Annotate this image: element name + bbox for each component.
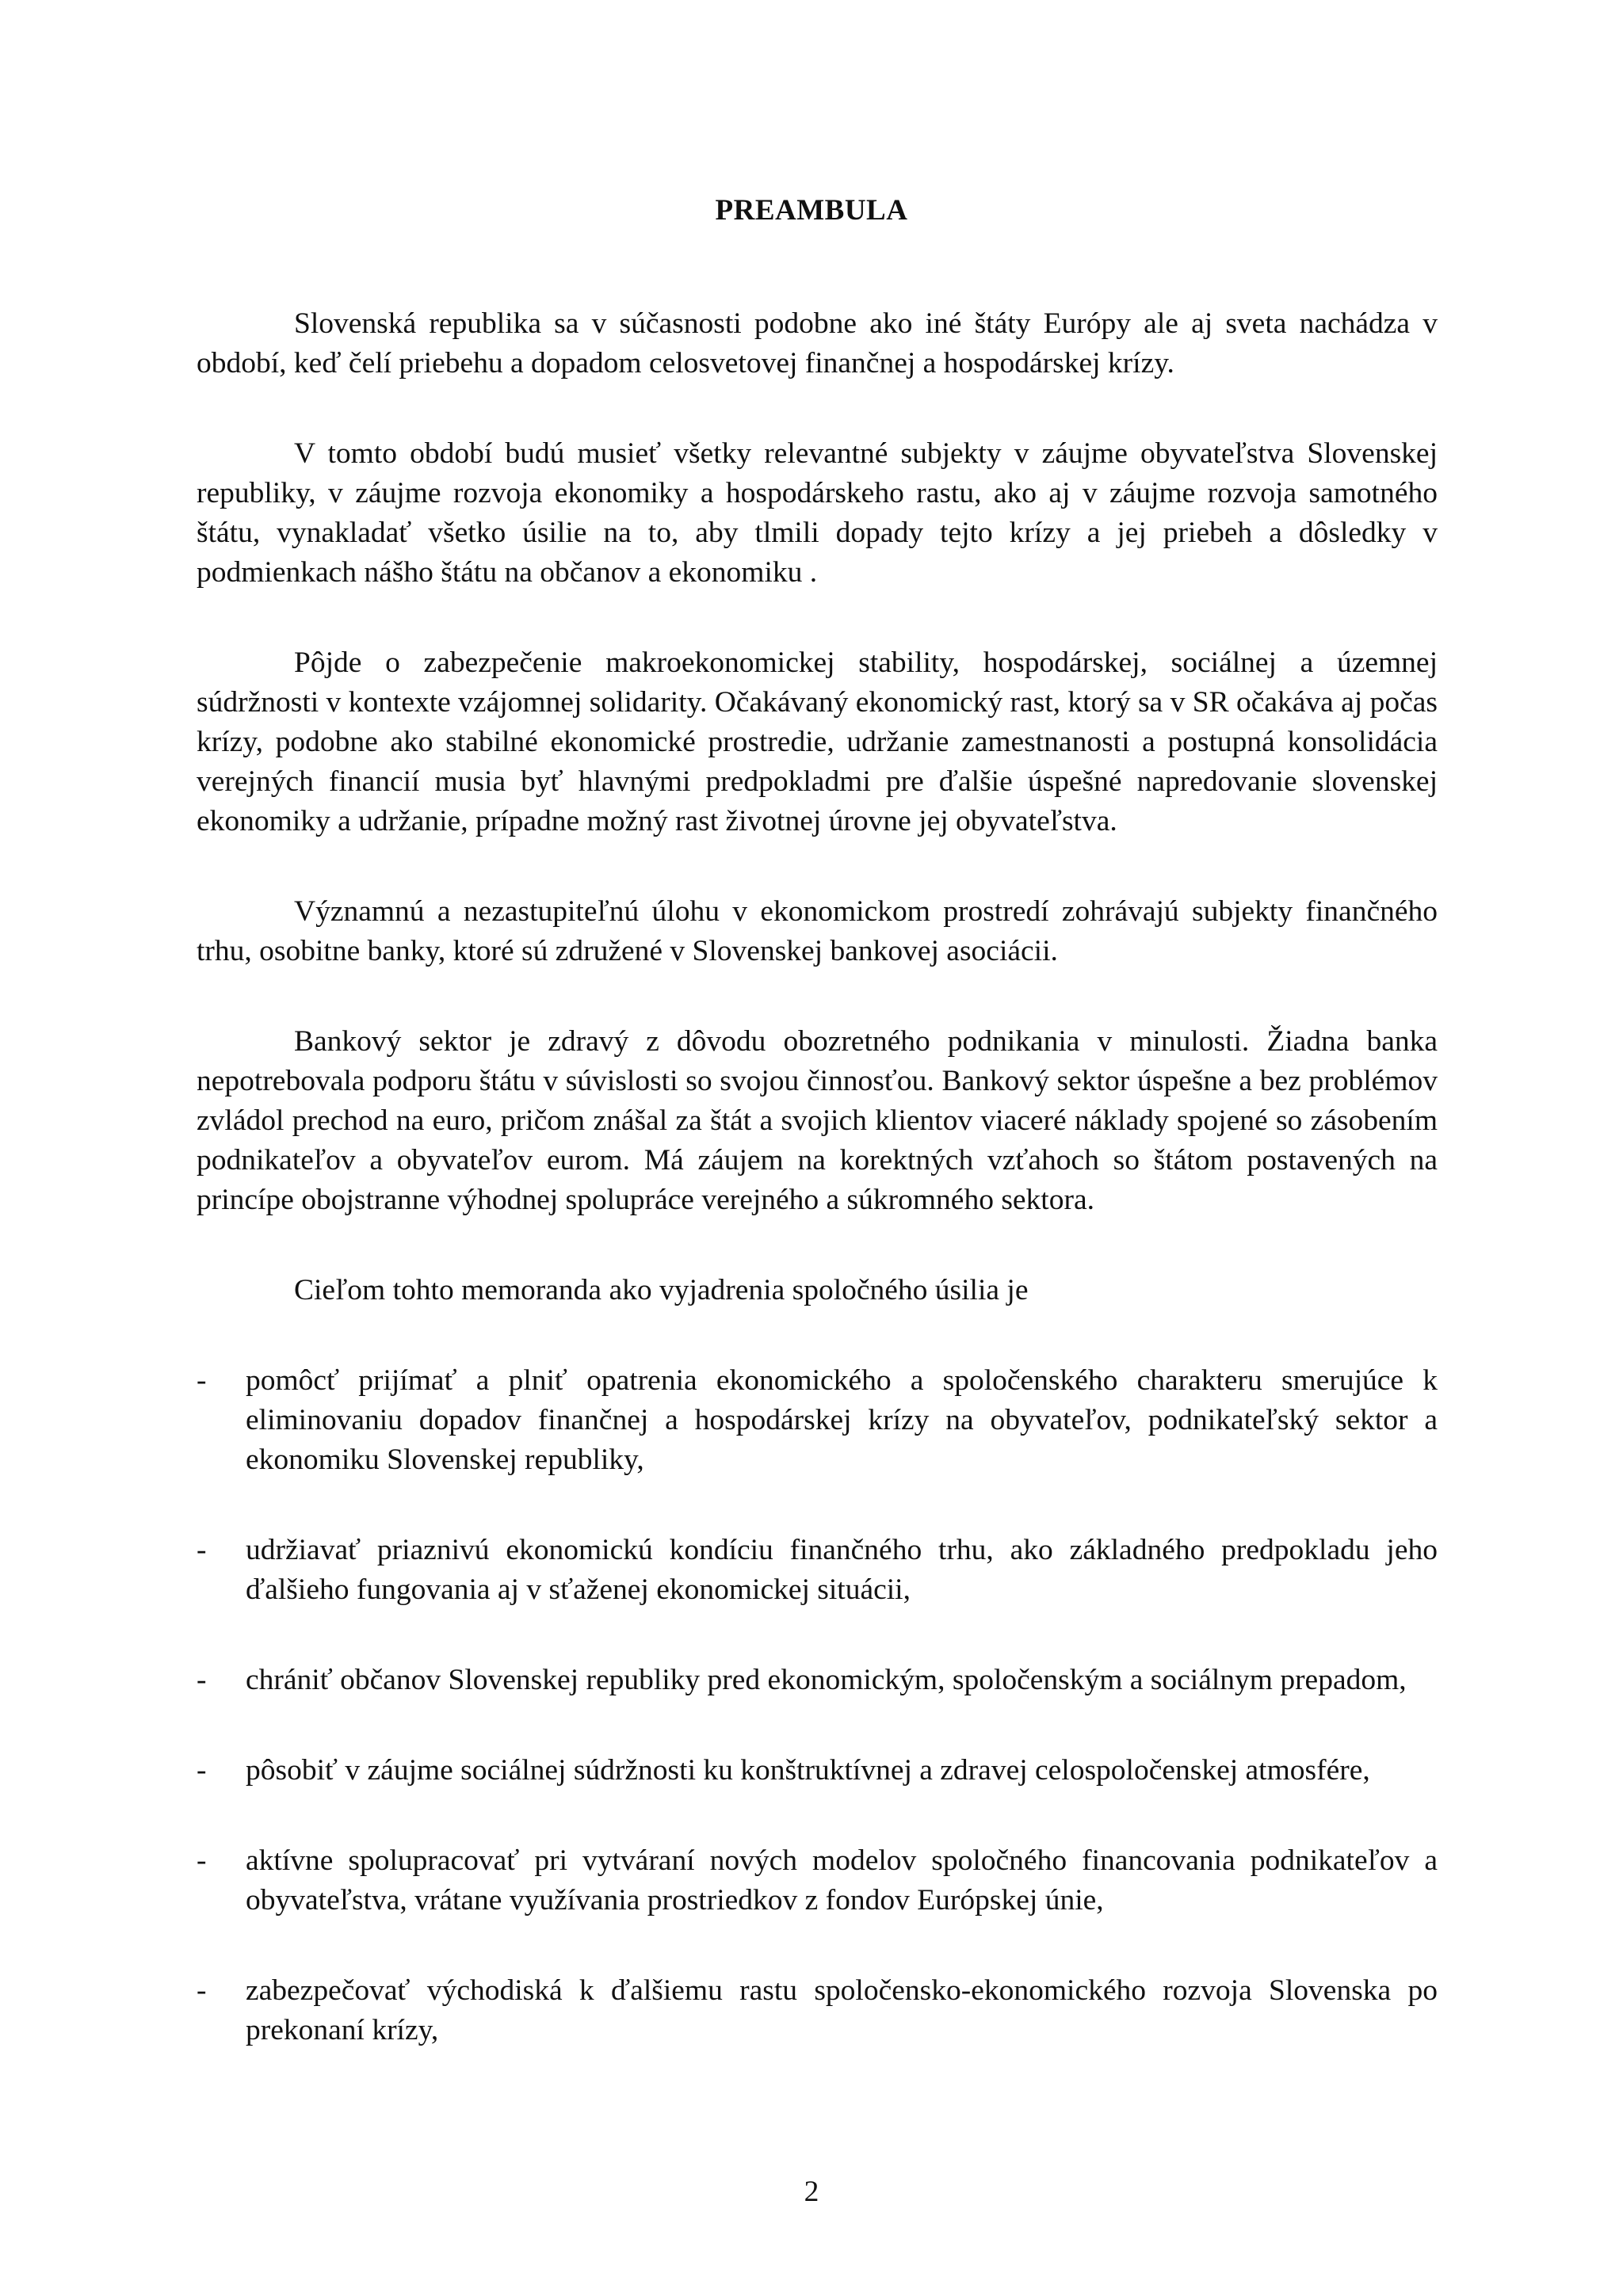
list-item-text: aktívne spolupracovať pri vytváraní nových modelov spoločného financovania podnikateľov a obyvateľstva, vrátane využívania prostriedkov z fondov Európskej únie,	[246, 1844, 1438, 1917]
list-item	[197, 1361, 1438, 1480]
paragraph-banking-sector: Bankový sektor je zdravý z dôvodu obozretného podnikania v minulosti. Žiadna banka nepotrebovala podporu štátu v súvislosti so svojou činnosťou. Bankový sektor úspešne a bez problémov zvládol prechod na euro, pričom znášal za štát a svojich klientov viaceré náklady spojené so zásobením podnikateľov a obyvateľov eurom. Má záujem na korektných vzťahoch so štátom postavených na princípe obojstranne výhodnej spolupráce verejného a súkromného sektora.	[197, 1025, 1438, 1216]
paragraph-financial-market: Významnú a nezastupiteľnú úlohu v ekonomickom prostredí zohrávajú subjekty finančného trhu, osobitne banky, ktoré sú združené v Slovenskej bankovej asociácii.	[197, 895, 1438, 967]
goals-list	[197, 1361, 1438, 2050]
paragraph-goal: Cieľom tohto memoranda ako vyjadrenia spoločného úsilia je	[294, 1274, 1029, 1306]
bullet-dash: -	[197, 1534, 207, 1566]
list-item	[197, 1531, 1438, 1610]
paragraph-stability: Pôjde o zabezpečenie makroekonomickej stability, hospodárskej, sociálnej a územnej súdržnosti v kontexte vzájomnej solidarity. Očakávaný ekonomický rast, ktorý sa v SR očakáva aj počas krízy, podobne ako stabilné ekonomické prostredie, udržanie zamestnanosti a postupná konsolidácia verejných financií musia byť hlavnými predpokladmi pre ďalšie úspešné napredovanie slovenskej ekonomiky a udržanie, prípadne možný rast životnej úrovne jej obyvateľstva.	[197, 646, 1438, 837]
document-body	[197, 304, 1438, 2101]
list-item	[197, 1971, 1438, 2050]
list-item	[197, 1841, 1438, 1920]
bullet-dash: -	[197, 1664, 207, 1696]
page-number: 2	[804, 2176, 819, 2208]
list-item-text: pôsobiť v záujme sociálnej súdržnosti ku konštruktívnej a zdravej celospoločenskej atmosfére,	[246, 1754, 1370, 1787]
page-title: PREAMBULA	[715, 194, 908, 227]
paragraph-intro: Slovenská republika sa v súčasnosti podobne ako iné štáty Európy ale aj sveta nachádza v období, keď čelí priebehu a dopadom celosvetovej finančnej a hospodárskej krízy.	[197, 307, 1438, 379]
paragraph-period: V tomto období budú musieť všetky relevantné subjekty v záujme obyvateľstva Slovenskej republiky, v záujme rozvoja ekonomiky a hospodárskeho rastu, ako aj v záujme rozvoja samotného štátu, vynakladať všetko úsilie na to, aby tlmili dopady tejto krízy a jej priebeh a dôsledky v podmienkach nášho štátu na občanov a ekonomiku .	[197, 437, 1438, 589]
bullet-dash: -	[197, 1974, 207, 2007]
bullet-dash: -	[197, 1844, 207, 1877]
list-item	[197, 1661, 1438, 1700]
list-item-text: zabezpečovať východiská k ďalšiemu rastu spoločensko-ekonomického rozvoja Slovenska po prekonaní krízy,	[246, 1974, 1438, 2046]
bullet-dash: -	[197, 1754, 207, 1787]
list-item-text: udržiavať priaznivú ekonomickú kondíciu finančného trhu, ako základného predpokladu jeho ďalšieho fungovania aj v sťaženej ekonomickej situácii,	[246, 1534, 1438, 1606]
list-item-text: pomôcť prijímať a plniť opatrenia ekonomického a spoločenského charakteru smerujúce k eliminovaniu dopadov finančnej a hospodárskej krízy na obyvateľov, podnikateľský sektor a ekonomiku Slovenskej republiky,	[246, 1364, 1438, 1476]
bullet-dash: -	[197, 1364, 207, 1397]
list-item	[197, 1751, 1438, 1791]
list-item-text: chrániť občanov Slovenskej republiky pred ekonomickým, spoločenským a sociálnym prepadom,	[246, 1664, 1407, 1696]
